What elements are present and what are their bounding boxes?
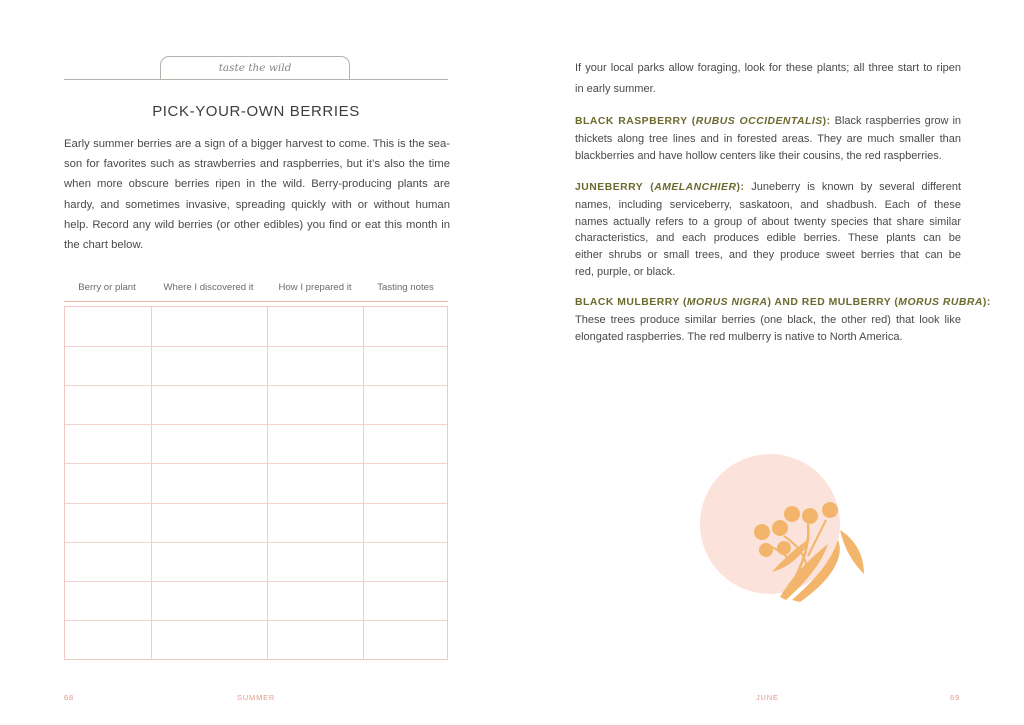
- foraging-log-table[interactable]: [64, 306, 448, 660]
- row-divider: [65, 385, 447, 386]
- intro-paragraph: [64, 134, 450, 255]
- row-divider: [65, 620, 447, 621]
- row-divider: [65, 424, 447, 425]
- row-divider: [65, 542, 447, 543]
- entry-juneberry: JUNEBERRY (AMELANCHIER): Juneberry is known by several different names, including serviceberry, saskatoon, and shadbush. Each of these names actually refers to a group of about twenty species that share similar characteristics, and each produces edible berries. These plants can be either shrubs or small trees, and they produce sweet berries that can be red, purple, or black.: [575, 179, 961, 281]
- intro-line: hardy, and sometimes invasive, spreading quickly with or without human: [64, 198, 450, 211]
- lead-line: If your local parks allow foraging, look for these plants; all three start to ripen: [575, 62, 961, 74]
- right-page: [512, 0, 1024, 725]
- section-tab: taste the wild: [160, 56, 350, 80]
- entry-line: These trees produce similar berries (one black, the other red) that look like: [575, 313, 961, 326]
- chart-header-rule: [64, 301, 448, 302]
- intro-line: when more obscure berries ripen in the wild. Berry-producing plants are: [64, 178, 450, 191]
- entry-mulberry: [575, 294, 991, 345]
- row-divider: [65, 346, 447, 347]
- entry-line: names actually refers to a group of about twenty species that share similar: [575, 215, 961, 228]
- footer-section: SUMMER: [237, 693, 276, 702]
- column-header-how: How I prepared it: [278, 282, 352, 293]
- intro-line: the chart below.: [64, 239, 144, 252]
- entry-line: characteristics, and each produces edible berries. These plants can be: [575, 232, 961, 245]
- intro-line: son for favorites such as strawberries and raspberries, but it’s also the time: [64, 158, 450, 171]
- column-divider: [363, 307, 364, 659]
- column-header-berry: Berry or plant: [78, 282, 136, 293]
- footer-month: JUNE: [756, 693, 779, 702]
- chart-header: [64, 282, 448, 296]
- row-divider: [65, 503, 447, 504]
- row-divider: [65, 581, 447, 582]
- column-divider: [267, 307, 268, 659]
- entry-term: BLACK MULBERRY (MORUS NIGRA) AND RED MULBERRY (MORUS RUBRA):: [575, 297, 991, 308]
- entry-line: thickets along tree lines and in forested areas. They are much smaller than: [575, 132, 961, 145]
- entry-term: JUNEBERRY (AMELANCHIER):: [575, 182, 745, 193]
- entry-line: blackberries and have hollow centers like their cousins, the red raspberries.: [575, 149, 942, 162]
- entry-line: names, including serviceberry, saskatoon, and shadbush. Each of these: [575, 198, 961, 211]
- lead-paragraph: [575, 58, 961, 99]
- tab-divider: [64, 79, 448, 80]
- entry-line: elongated raspberries. The red mulberry is native to North America.: [575, 330, 903, 343]
- page-number-left: 68: [64, 693, 74, 702]
- column-header-tasting: Tasting notes: [377, 282, 434, 293]
- entry-black-raspberry: BLACK RASPBERRY (RUBUS OCCIDENTALIS): Black raspberries grow in thickets along tree lines and in forested areas. They are much smaller than blackberries and have hollow centers like their cousins, the red raspberries.: [575, 113, 961, 164]
- entry-line: red, purple, or black.: [575, 265, 676, 278]
- row-divider: [65, 463, 447, 464]
- entry-line: either shrubs or small trees, and they produce sweet berries that can be: [575, 249, 961, 262]
- berry-sprig-illustration: [700, 452, 870, 612]
- lead-line: in early summer.: [575, 82, 656, 95]
- column-divider: [151, 307, 152, 659]
- intro-line: Early summer berries are a sign of a bigger harvest to come. This is the sea-: [64, 138, 450, 150]
- page-number-right: 69: [950, 693, 960, 702]
- page-title: PICK-YOUR-OWN BERRIES: [152, 103, 360, 120]
- intro-line: help. Record any wild berries (or other edibles) you find or eat this month in: [64, 218, 450, 231]
- column-header-where: Where I discovered it: [163, 282, 254, 293]
- entry-term: BLACK RASPBERRY (RUBUS OCCIDENTALIS):: [575, 116, 831, 127]
